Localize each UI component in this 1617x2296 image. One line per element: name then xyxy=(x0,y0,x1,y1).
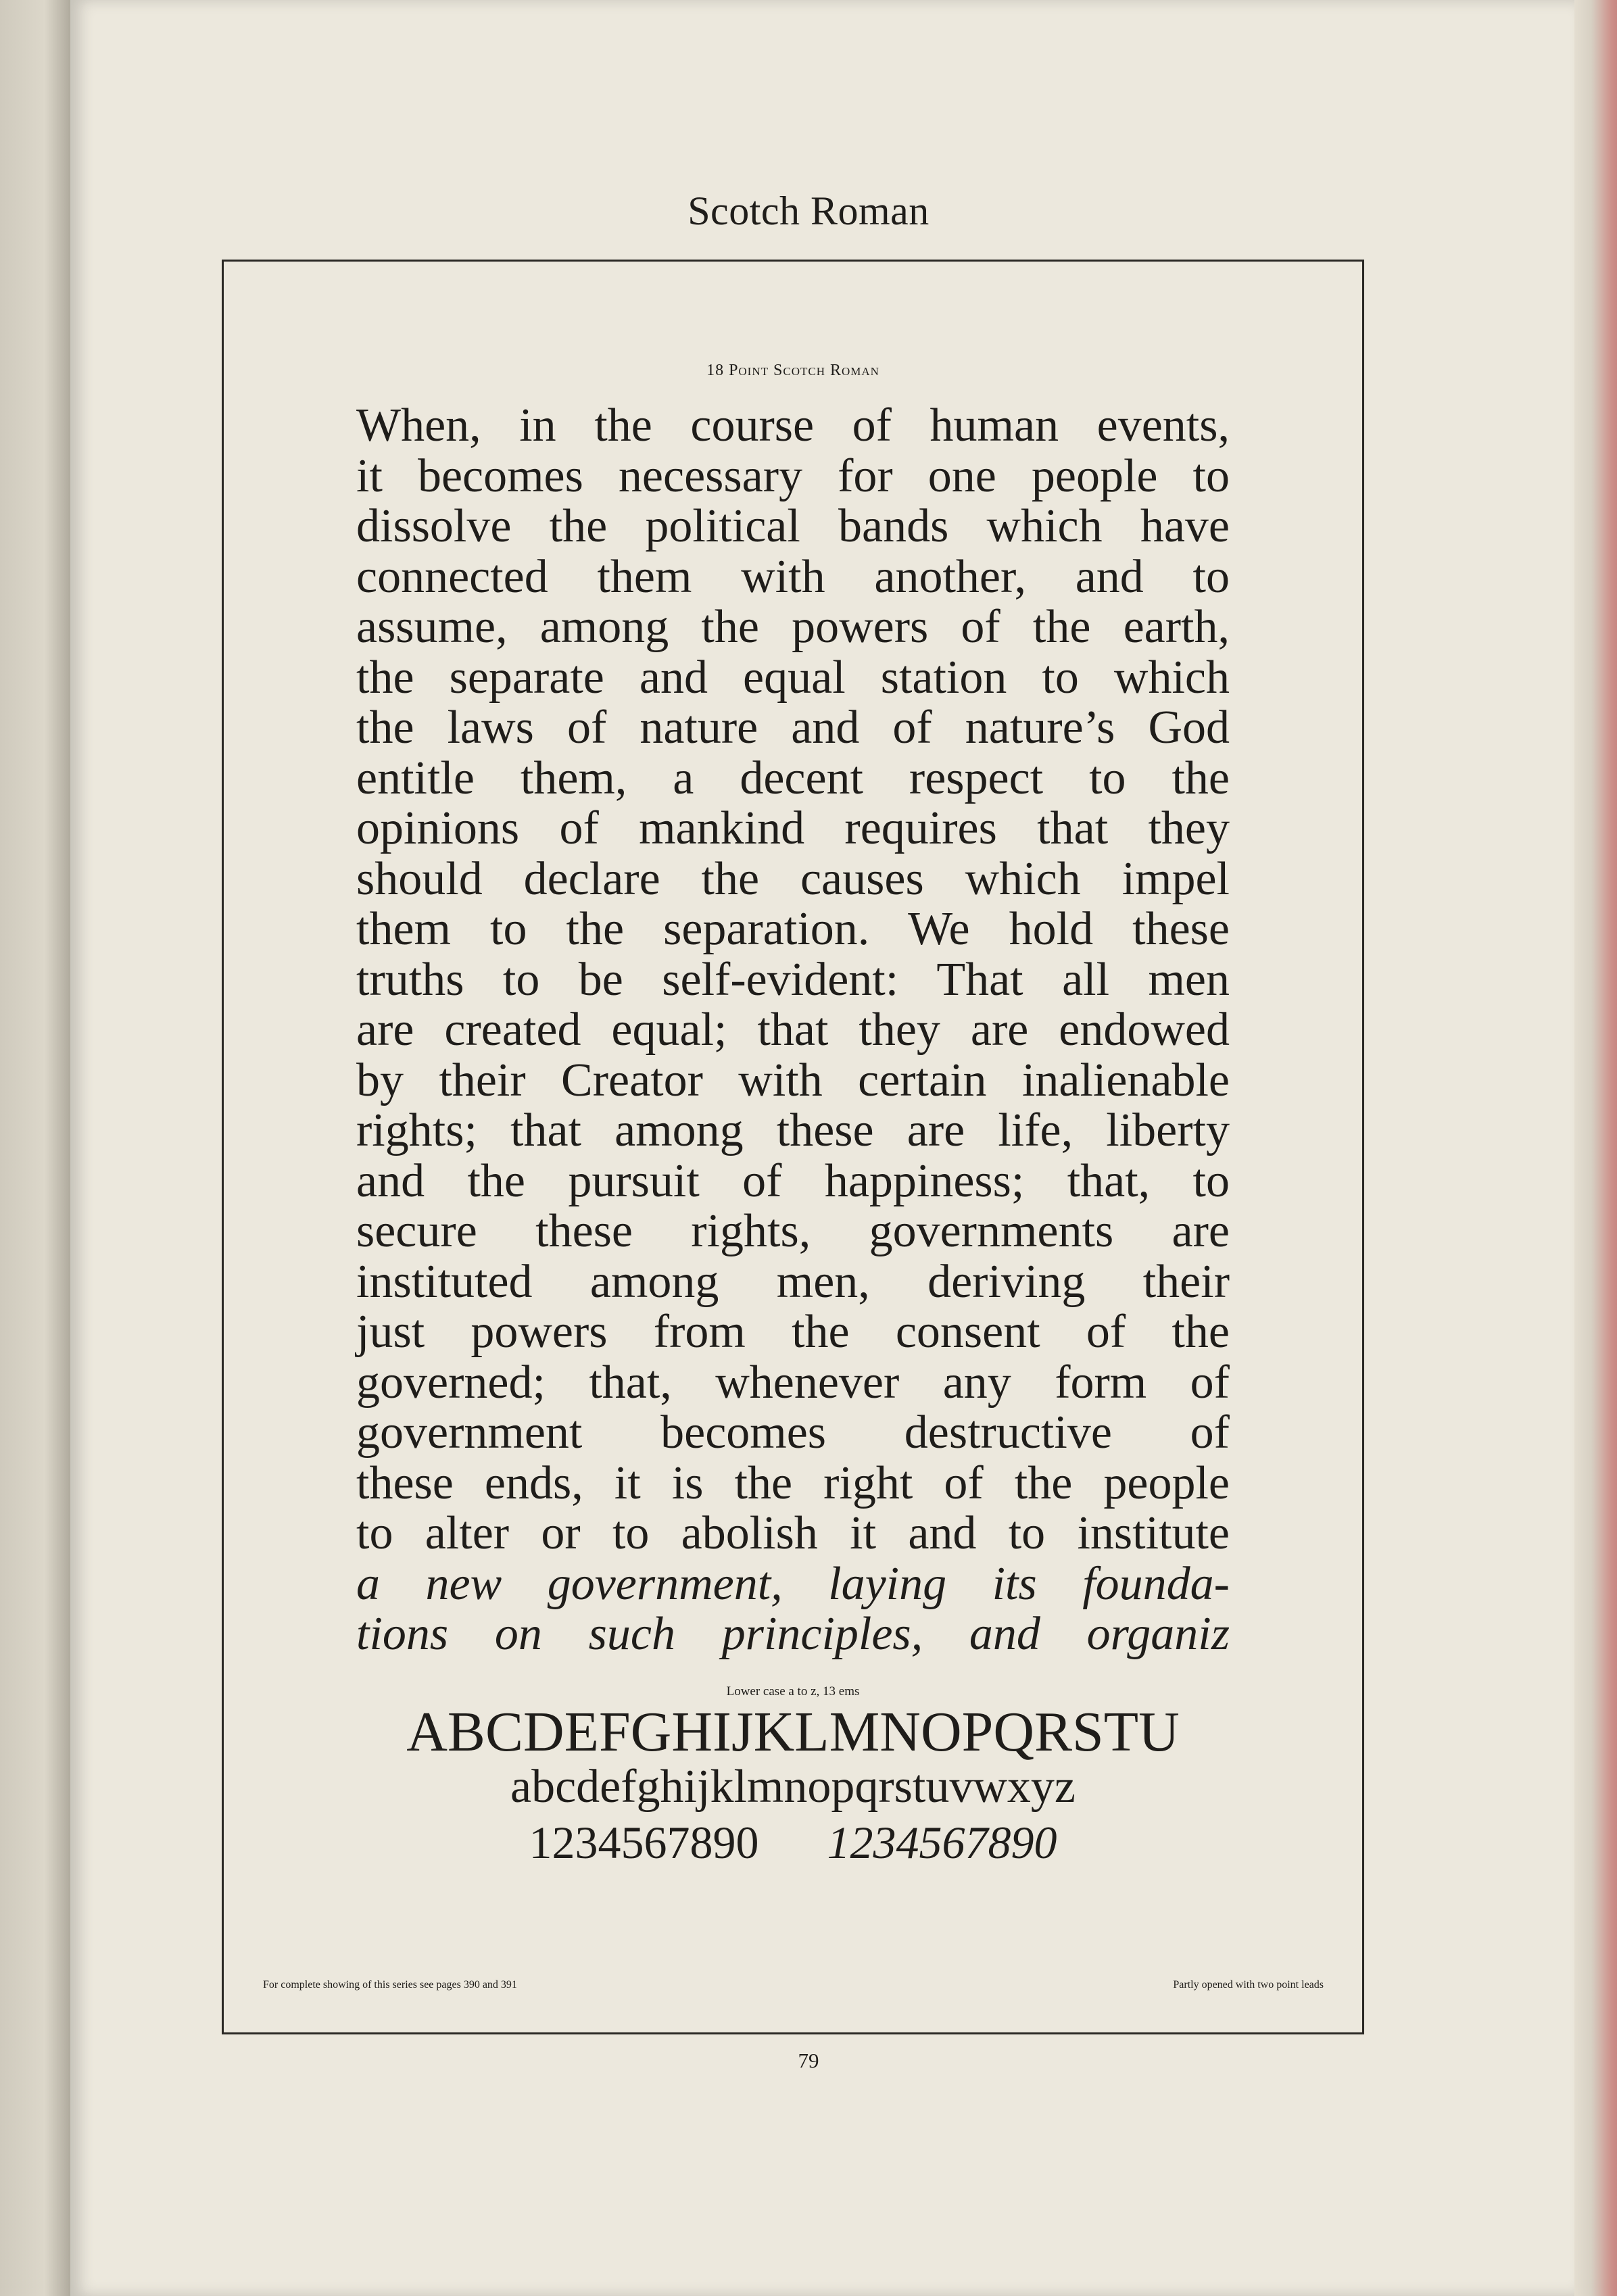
specimen-line: the separate and equal station to which xyxy=(356,651,1230,704)
specimen-frame xyxy=(222,260,1364,2034)
specimen-line: rights; that among these are life, liberty xyxy=(356,1104,1230,1156)
specimen-line: instituted among men, deriving their xyxy=(356,1255,1230,1308)
specimen-line: entitle them, a decent respect to the xyxy=(356,752,1230,804)
specimen-line: these ends, it is the right of the people xyxy=(356,1457,1230,1509)
specimen-line: the laws of nature and of nature’s God xyxy=(356,702,1230,754)
specimen-line: and the pursuit of happiness; that, to xyxy=(356,1154,1230,1207)
uppercase-alphabet: ABCDEFGHIJKLMNOPQRSTU xyxy=(406,1701,1180,1763)
specimen-line: secure these rights, governments are xyxy=(356,1205,1230,1257)
italic-figures: 1234567890 xyxy=(827,1817,1057,1868)
leading-note: Partly opened with two point leads xyxy=(1173,1979,1324,1990)
specimen-size-label: 18 Point Scotch Roman xyxy=(706,362,879,379)
specimen-line: should declare the causes which impel xyxy=(356,852,1230,905)
specimen-line: by their Creator with certain inalienable xyxy=(356,1054,1230,1106)
specimen-line: to alter or to abolish it and to institute xyxy=(356,1507,1230,1559)
specimen-line: assume, among the powers of the earth, xyxy=(356,601,1230,653)
right-page-edge xyxy=(1574,0,1617,2296)
lowercase-alphabet: abcdefghijklmnopqrstuvwxyz xyxy=(510,1761,1076,1813)
specimen-line: opinions of mankind requires that they xyxy=(356,802,1230,854)
specimen-line: connected them with another, and to xyxy=(356,550,1230,603)
specimen-italic-line: tions on such principles, and organiz xyxy=(356,1608,1230,1660)
specimen-italic-line: a new government, laying its founda- xyxy=(356,1557,1230,1610)
specimen-line: just powers from the consent of the xyxy=(356,1306,1230,1358)
lower-case-note: Lower case a to z, 13 ems xyxy=(726,1684,860,1699)
specimen-line: governed; that, whenever any form of xyxy=(356,1356,1230,1409)
specimen-line: government becomes destructive of xyxy=(356,1407,1230,1459)
left-page-edge xyxy=(0,0,81,2296)
running-head: Scotch Roman xyxy=(687,189,930,233)
specimen-line: are created equal; that they are endowed xyxy=(356,1004,1230,1056)
series-page-reference: For complete showing of this series see pages 390 and 391 xyxy=(263,1979,517,1990)
specimen-line: dissolve the political bands which have xyxy=(356,500,1230,552)
roman-figures: 1234567890 xyxy=(529,1817,759,1868)
specimen-line: it becomes necessary for one people to xyxy=(356,449,1230,502)
page-number: 79 xyxy=(798,2049,819,2072)
figures-row xyxy=(224,1816,1362,1869)
specimen-line: truths to be self-evident: That all men xyxy=(356,953,1230,1006)
specimen-text-block xyxy=(356,401,1230,1660)
specimen-line: When, in the course of human events, xyxy=(356,399,1230,451)
specimen-line: them to the separation. We hold these xyxy=(356,903,1230,955)
